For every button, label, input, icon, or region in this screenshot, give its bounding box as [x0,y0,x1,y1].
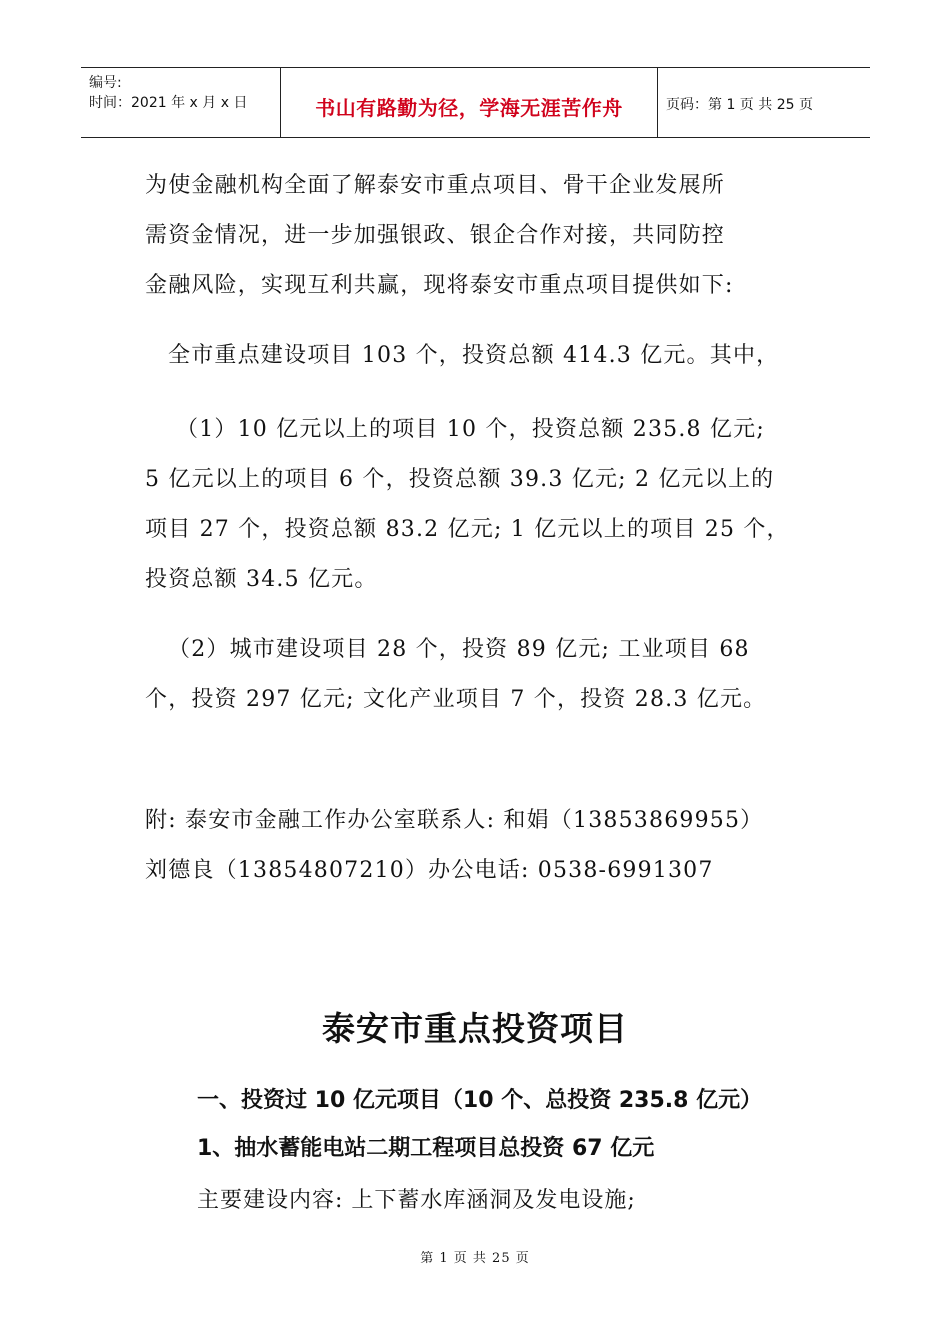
intro-line-1: 为使金融机构全面了解泰安市重点项目、骨干企业发展所 [145,173,726,198]
section1-line-4: 投资总额 34.5 亿元。 [145,567,378,592]
intro-line-2: 需资金情况，进一步加强银政、银企合作对接，共同防控 [145,223,726,248]
contact-line-2: 刘德良（13854807210）办公电话: 0538-6991307 [145,858,714,883]
section2-line-2: 个，投资 297 亿元; 文化产业项目 7 个，投资 28.3 亿元。 [145,687,767,712]
section1-line-3: 项目 27 个，投资总额 83.2 亿元; 1 亿元以上的项目 25 个， [145,517,790,542]
header-page-cell [658,68,870,137]
intro-line-3: 金融风险，实现互利共赢，现将泰安市重点项目提供如下: [145,273,734,298]
time-label: 时间：2021 年 x 月 x 日 [89,95,248,111]
summary-line: 全市重点建设项目 103 个，投资总额 414.3 亿元。其中， [168,343,780,368]
document-title: 泰安市重点投资项目 [322,1009,628,1048]
section1-line-1: （1）10 亿元以上的项目 10 个，投资总额 235.8 亿元; [176,417,765,442]
section1-line-2: 5 亿元以上的项目 6 个，投资总额 39.3 亿元; 2 亿元以上的 [145,467,775,492]
contact-line-1: 附: 泰安市金融工作办公室联系人: 和娟（13853869955） [145,808,764,833]
motto: 书山有路勤为径，学海无涯苦作舟 [315,96,623,120]
project-content: 主要建设内容: 上下蓄水库涵洞及发电设施; [197,1188,636,1213]
page-footer: 第 1 页 共 25 页 [420,1251,530,1266]
section-heading: 一、投资过 10 亿元项目（10 个、总投资 235.8 亿元） [197,1088,763,1113]
section2-line-1: （2）城市建设项目 28 个，投资 89 亿元; 工业项目 68 [168,637,750,662]
header-table [81,67,870,138]
number-label: 编号: [89,75,122,91]
header-meta-cell [81,68,281,137]
project-heading: 1、抽水蓄能电站二期工程项目总投资 67 亿元 [197,1136,655,1161]
page-info: 页码：第 1 页 共 25 页 [666,97,813,113]
header-motto-cell [281,68,658,137]
